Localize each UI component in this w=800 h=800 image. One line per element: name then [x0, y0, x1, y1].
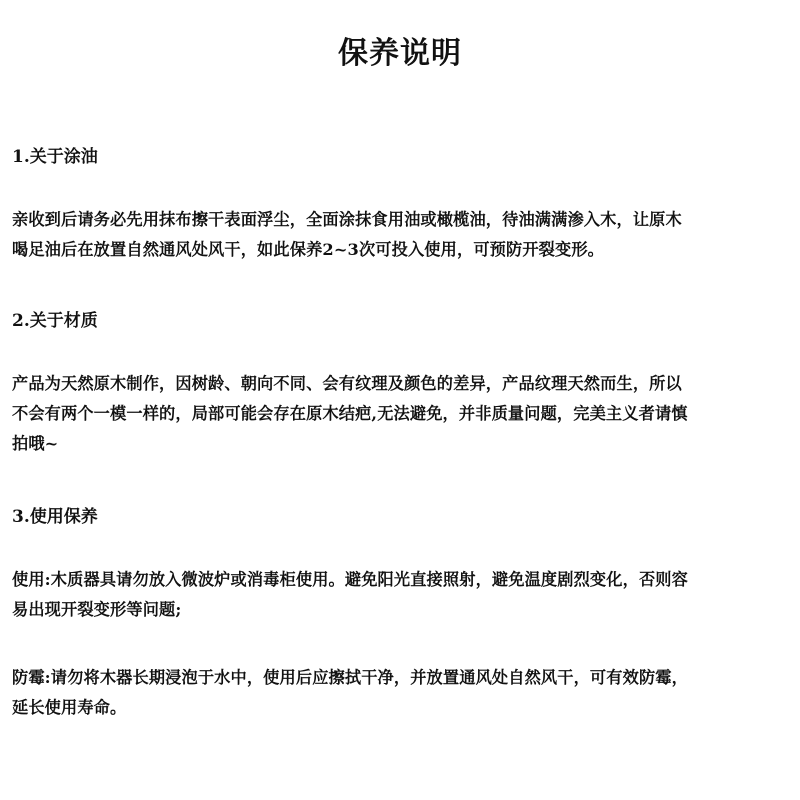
text-line: 产品为天然原木制作，因树龄、朝向不同、会有纹理及颜色的差异，产品纹理天然而生，所以	[12, 374, 682, 393]
text-line: 亲收到后请务必先用抹布擦干表面浮尘，全面涂抹食用油或橄榄油，待油满满渗入木，让原木	[12, 210, 682, 229]
text-line: 易出现开裂变形等问题;	[12, 600, 182, 619]
section-heading-care: 3.使用保养	[12, 507, 98, 527]
section-body-mildew	[12, 663, 788, 723]
section-body-material	[12, 369, 788, 459]
section-body-oiling	[12, 205, 788, 265]
text-line: 防霉:请勿将木器长期浸泡于水中，使用后应擦拭干净，并放置通风处自然风干，可有效防霉，	[12, 668, 688, 687]
text-line: 喝足油后在放置自然通风处风干，如此保养2~3次可投入使用，可预防开裂变形。	[12, 240, 605, 259]
text-line: 延长使用寿命。	[12, 698, 127, 717]
section-heading-oiling: 1.关于涂油	[12, 147, 98, 167]
text-line: 使用:木质器具请勿放入微波炉或消毒柜使用。避免阳光直接照射，避免温度剧烈变化，否则容	[12, 570, 688, 589]
section-body-usage	[12, 565, 788, 625]
text-line: 拍哦~	[12, 434, 59, 453]
text-line: 不会有两个一模一样的，局部可能会存在原木结疤,无法避免，并非质量问题，完美主义者请慎	[12, 404, 688, 423]
section-heading-material: 2.关于材质	[12, 311, 98, 331]
page-title: 保养说明	[338, 36, 462, 71]
